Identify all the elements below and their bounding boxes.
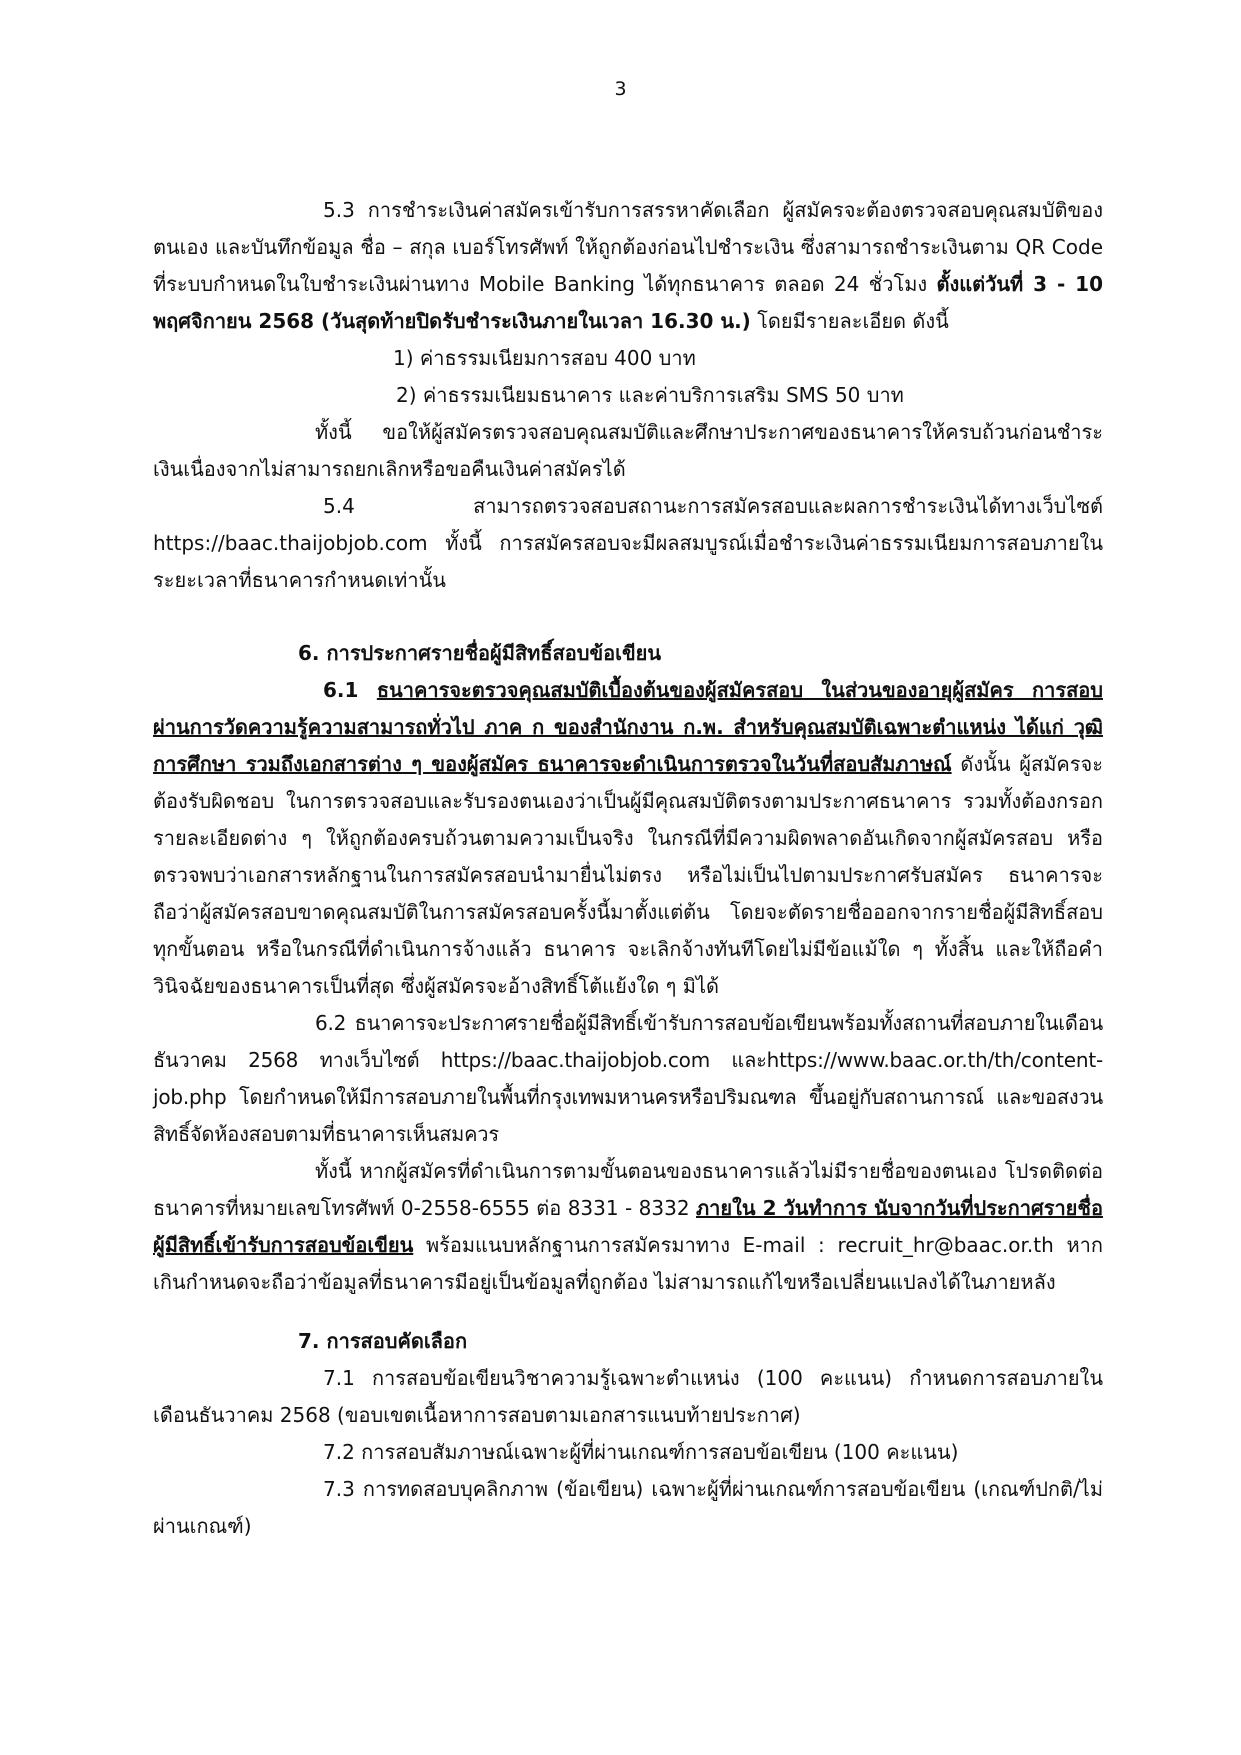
section-6-1-number: 6.1 bbox=[323, 678, 377, 702]
qualification-check-notice: ธนาคารจะตรวจคุณสมบัติเบื้องต้นของผู้สมัครสอบ ในส่วนของอายุผู้สมัคร การสอบผ่านการวัดความรู้ความสามารถทั่วไป ภาค ก ของสำนักงาน ก.พ. สำหรับคุณสมบัติเฉพาะตำแหน่ง ได้แก่ วุฒิการศึกษา รวมถึงเอกสารต่าง ๆ ของผู้สมัคร ธนาคารจะดำเนินการตรวจในวันที่สอบสัมภาษณ์ bbox=[153, 678, 1103, 776]
section-7-heading: 7. การสอบคัดเลือก bbox=[298, 1329, 468, 1353]
payment-period: ตั้งแต่วันที่ 3 - 10 พฤศจิกายน 2568 (วันสุดท้ายปิดรับชำระเงินภายในเวลา 16.30 น.) bbox=[153, 272, 1103, 333]
section-7-3-paragraph: 7.3 การทดสอบบุคลิกภาพ (ข้อเขียน) เฉพาะผู้ที่ผ่านเกณฑ์การสอบข้อเขียน (เกณฑ์ปกติ/ไม่ผ่านเกณฑ์) bbox=[153, 1477, 1103, 1538]
section-6-heading: 6. การประกาศรายชื่อผู้มีสิทธิ์สอบข้อเขียน bbox=[298, 641, 662, 665]
section-5-3-tail: โดยมีรายละเอียด ดังนี้ bbox=[750, 309, 949, 333]
section-6-1-paragraph bbox=[153, 672, 1103, 1005]
document-body bbox=[153, 192, 1103, 1545]
section-5-3-text: 5.3 การชำระเงินค่าสมัครเข้ารับการสรรหาคัดเลือก ผู้สมัครจะต้องตรวจสอบคุณสมบัติของตนเอง และบันทึกข้อมูล ชื่อ – สกุล เบอร์โทรศัพท์ ให้ถูกต้องก่อนไปชำระเงิน ซึ่งสามารถชำระเงินตาม QR Code ที่ระบบกำหนดในใบชำระเงินผ่านทาง Mobile Banking ได้ทุกธนาคาร ตลอด 24 ชั่วโมง bbox=[153, 198, 1103, 296]
section-7-1-paragraph: 7.1 การสอบข้อเขียนวิชาความรู้เฉพาะตำแหน่ง (100 คะแนน) กำหนดการสอบภายในเดือนธันวาคม 2568 (ขอบเขตเนื้อหาการสอบตามเอกสารแนบท้ายประกาศ) bbox=[153, 1366, 1103, 1427]
payment-note: ทั้งนี้ ขอให้ผู้สมัครตรวจสอบคุณสมบัติและศึกษาประกาศของธนาคารให้ครบถ้วนก่อนชำระเงินเนื่องจากไม่สามารถยกเลิกหรือขอคืนเงินค่าสมัครได้ bbox=[153, 420, 1103, 481]
section-6-2-paragraph: 6.2 ธนาคารจะประกาศรายชื่อผู้มีสิทธิ์เข้ารับการสอบข้อเขียนพร้อมทั้งสถานที่สอบภายในเดือนธันวาคม 2568 ทางเว็บไซต์ https://baac.thaijobjob.com และhttps://www.baac.or.th/th/content-job.php โดยกำหนดให้มีการสอบภายในพื้นที่กรุงเทพมหานครหรือปริมณฑล ขึ้นอยู่กับสถานการณ์ และขอสงวนสิทธิ์จัดห้องสอบตามที่ธนาคารเห็นสมควร bbox=[153, 1011, 1103, 1146]
contact-text: ทั้งนี้ หากผู้สมัครที่ดำเนินการตามขั้นตอนของธนาคารแล้วไม่มีรายชื่อของตนเอง โปรดติดต่อธนาคารที่หมายเลขโทรศัพท์ 0-2558-6555 ต่อ 8331 - 8332 bbox=[153, 1159, 1103, 1220]
section-5-4-paragraph: 5.4 สามารถตรวจสอบสถานะการสมัครสอบและผลการชำระเงินได้ทางเว็บไซต์ https://baac.thaijobjob.com ทั้งนี้ การสมัครสอบจะมีผลสมบูรณ์เมื่อชำระเงินค่าธรรมเนียมการสอบภายในระยะเวลาที่ธนาคารกำหนดเท่านั้น bbox=[153, 494, 1103, 592]
section-7-2-paragraph: 7.2 การสอบสัมภาษณ์เฉพาะผู้ที่ผ่านเกณฑ์การสอบข้อเขียน (100 คะแนน) bbox=[323, 1440, 959, 1464]
fee-item-bank: 2) ค่าธรรมเนียมธนาคาร และค่าบริการเสริม SMS 50 บาท bbox=[396, 383, 904, 407]
page-number: 3 bbox=[614, 78, 627, 100]
fee-item-exam: 1) ค่าธรรมเนียมการสอบ 400 บาท bbox=[393, 346, 696, 370]
section-5-3-paragraph bbox=[153, 192, 1103, 340]
section-6-3-paragraph bbox=[153, 1153, 1103, 1301]
contact-deadline: ภายใน 2 วันทำการ นับจากวันที่ประกาศรายชื่อผู้มีสิทธิ์เข้ารับการสอบข้อเขียน bbox=[153, 1196, 1103, 1257]
section-6-1-text: ดังนั้น ผู้สมัครจะต้องรับผิดชอบ ในการตรวจสอบและรับรองตนเองว่าเป็นผู้มีคุณสมบัติตรงตามประกาศธนาคาร รวมทั้งต้องกรอกรายละเอียดต่าง ๆ ให้ถูกต้องครบถ้วนตามความเป็นจริง ในกรณีที่มีความผิดพลาดอันเกิดจากผู้สมัครสอบ หรือตรวจพบว่าเอกสารหลักฐานในการสมัครสอบนำมายื่นไม่ตรง หรือไม่เป็นไปตามประกาศรับสมัคร ธนาคารจะถือว่าผู้สมัครสอบขาดคุณสมบัติในการสมัครสอบครั้งนี้มาตั้งแต่ต้น โดยจะตัดรายชื่อออกจากรายชื่อผู้มีสิทธิ์สอบทุกขั้นตอน หรือในกรณีที่ดำเนินการจ้างแล้ว ธนาคาร จะเลิกจ้างทันทีโดยไม่มีข้อแม้ใด ๆ ทั้งสิ้น และให้ถือคำวินิจฉัยของธนาคารเป็นที่สุด ซึ่งผู้สมัครจะอ้างสิทธิ์โต้แย้งใด ๆ มิได้ bbox=[153, 752, 1103, 998]
contact-tail: พร้อมแนบหลักฐานการสมัครมาทาง E-mail : recruit_hr@baac.or.th หากเกินกำหนดจะถือว่าข้อมูลที่ธนาคารมีอยู่เป็นข้อมูลที่ถูกต้อง ไม่สามารถแก้ไขหรือเปลี่ยนแปลงได้ในภายหลัง bbox=[153, 1233, 1103, 1294]
